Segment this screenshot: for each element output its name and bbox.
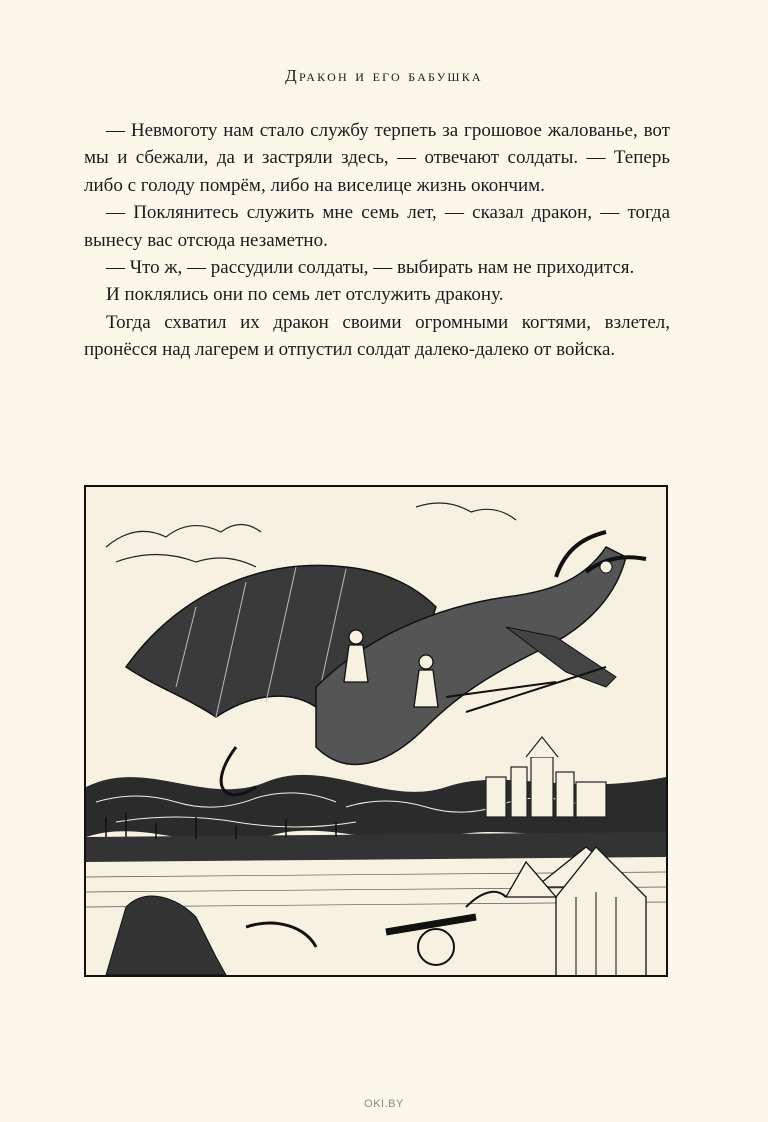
paragraph: — Невмоготу нам стало службу терпеть за грошовое жалованье, вот мы и сбежали, да и застряли здесь, — отвечают солдаты. — Теперь либо с голоду помрём, либо на виселице жизнь окончим. bbox=[84, 120, 670, 196]
dragon-engraving-icon bbox=[86, 487, 666, 975]
body-text bbox=[84, 117, 670, 364]
paragraph: Тогда схватил их дракон своими огромными когтями, взлетел, пронёсся над лагерем и отпустил солдат далеко-далеко от войска. bbox=[84, 311, 670, 361]
paragraph: — Что ж, — рассудили солдаты, — выбирать нам не приходится. bbox=[106, 257, 635, 279]
paragraph: — Поклянитесь служить мне семь лет, — сказал дракон, — тогда вынесу вас отсюда незаметно. bbox=[84, 202, 670, 251]
paragraph: И поклялись они по семь лет отслужить дракону. bbox=[106, 284, 504, 306]
running-header: Дракон и его бабушка bbox=[285, 66, 483, 85]
watermark: OKI.BY bbox=[364, 1098, 404, 1110]
dragon-illustration bbox=[84, 485, 668, 977]
